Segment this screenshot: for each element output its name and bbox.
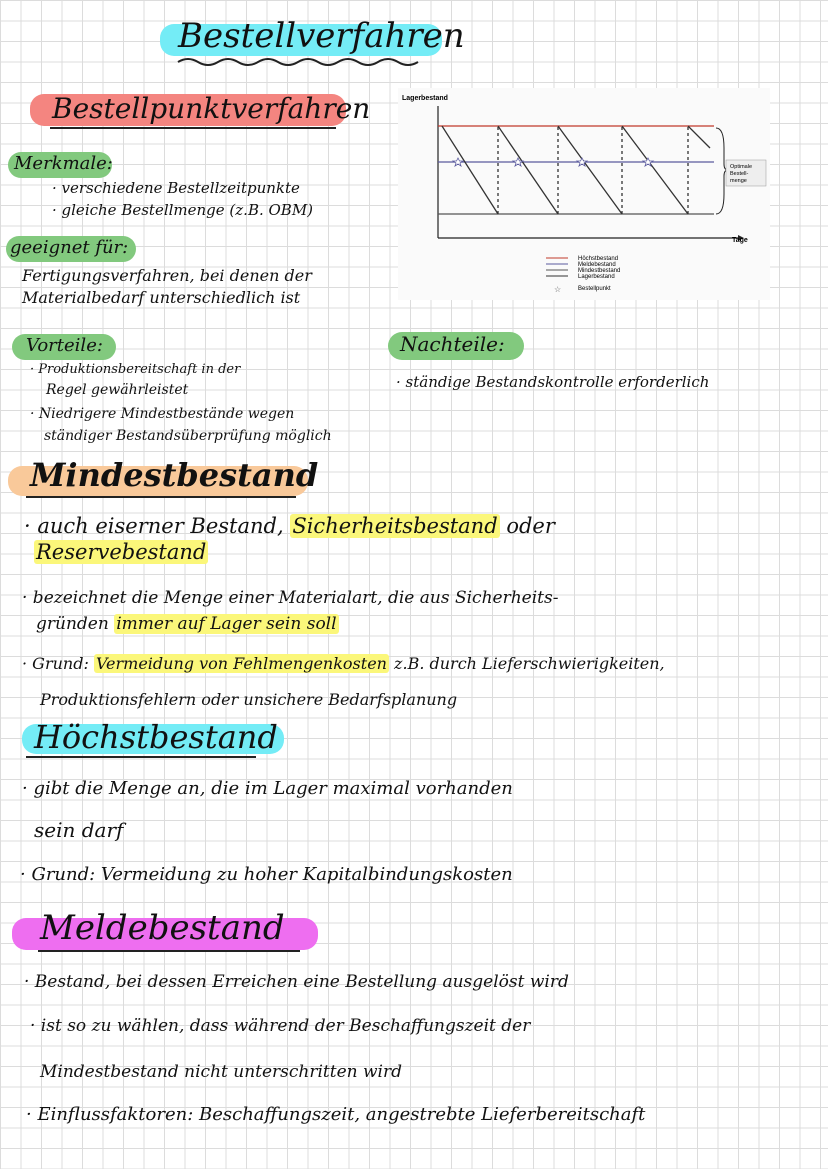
section2-heading: Mindestbestand [30,456,319,494]
chart-x-label: Tage [732,237,748,244]
geeignet-line-2: Materialbedarf unterschiedlich ist [22,288,301,307]
section4-underline [38,950,300,952]
mindest-p3-highlight: Vermeidung von Fehlmengenkosten [95,654,387,673]
geeignet-line-1: Fertigungsverfahren, bei denen der [22,266,312,285]
mindest-p1-text-b: oder [499,514,555,538]
mindest-p1-highlight: Sicherheitsbestand [292,514,498,538]
title-squiggle [176,56,436,68]
melde-p2: · ist so zu wählen, dass während der Beschaffungszeit der [30,1016,531,1036]
mindest-p1-cont [34,540,208,564]
vorteile-label: Vorteile: [26,335,103,356]
mindest-p2: · bezeichnet die Menge einer Materialart, die aus Sicherheits- [22,588,559,608]
vorteile-line-4: ständiger Bestandsüberprüfung möglich [44,428,332,444]
geeignet-label: geeignet für: [10,237,129,258]
section3-heading: Höchstbestand [34,718,278,756]
svg-text:☆: ☆ [554,285,562,294]
nachteile-label: Nachteile: [400,332,505,356]
chart-stock-sawtooth [442,126,710,214]
mindest-p2-highlight: immer auf Lager sein soll [116,614,337,634]
mindest-p1 [24,514,555,538]
vorteile-line-3: · Niedrigere Mindestbestände wegen [30,406,295,422]
merkmale-item-2: · gleiche Bestellmenge (z.B. OBM) [52,201,314,219]
mindest-p3-text-b: z.B. durch Lieferschwierigkeiten, [388,654,665,673]
hoechst-p1-cont: sein darf [34,818,124,842]
hoechst-p2: · Grund: Vermeidung zu hoher Kapitalbindungskosten [20,864,513,885]
mindest-p3-cont: Produktionsfehlern oder unsichere Bedarfsplanung [40,690,458,709]
section1-heading: Bestellpunktverfahren [52,92,371,125]
page-title: Bestellverfahren [178,16,465,56]
merkmale-item-1: · verschiedene Bestellzeitpunkte [52,179,300,197]
legend-hoechstbestand: Höchstbestand [578,256,619,262]
chart-legend [546,256,620,294]
inventory-chart [398,88,770,300]
section4-heading: Meldebestand [40,908,285,948]
nachteile-item-1: · ständige Bestandskontrolle erforderlich [396,373,710,391]
mindest-p1-reserve: Reservebestand [36,540,207,564]
section3-underline [26,756,256,758]
melde-p2-cont: Mindestbestand nicht unterschritten wird [40,1062,402,1082]
vorteile-line-1: · Produktionsbereitschaft in der [30,362,241,377]
legend-bestellpunkt: Bestellpunkt [578,286,611,292]
melde-p3: · Einflussfaktoren: Beschaffungszeit, angestrebte Lieferbereitschaft [26,1104,646,1125]
mindest-p2-cont [36,614,339,634]
legend-lagerbestand: Lagerbestand [578,274,615,280]
chart-side-label: Optimale Bestell- menge [730,164,753,184]
legend-meldebestand: Meldebestand [578,262,616,268]
merkmale-label: Merkmale: [14,153,113,174]
mindest-p1-text-a: · auch eiserner Bestand, [24,514,291,538]
inventory-chart-svg [398,88,770,300]
mindest-p3 [22,654,665,673]
section1-underline [50,127,336,129]
section2-underline [26,496,296,498]
mindest-p2-text-b: gründen [36,614,115,634]
melde-p1: · Bestand, bei dessen Erreichen eine Bestellung ausgelöst wird [24,972,569,992]
mindest-p3-text-a: · Grund: [22,654,94,673]
chart-y-label: Lagerbestand [402,95,448,102]
hoechst-p1: · gibt die Menge an, die im Lager maximal vorhanden [22,778,513,799]
legend-mindestbestand: Mindestbestand [578,268,621,274]
vorteile-line-2: Regel gewährleistet [46,382,189,398]
